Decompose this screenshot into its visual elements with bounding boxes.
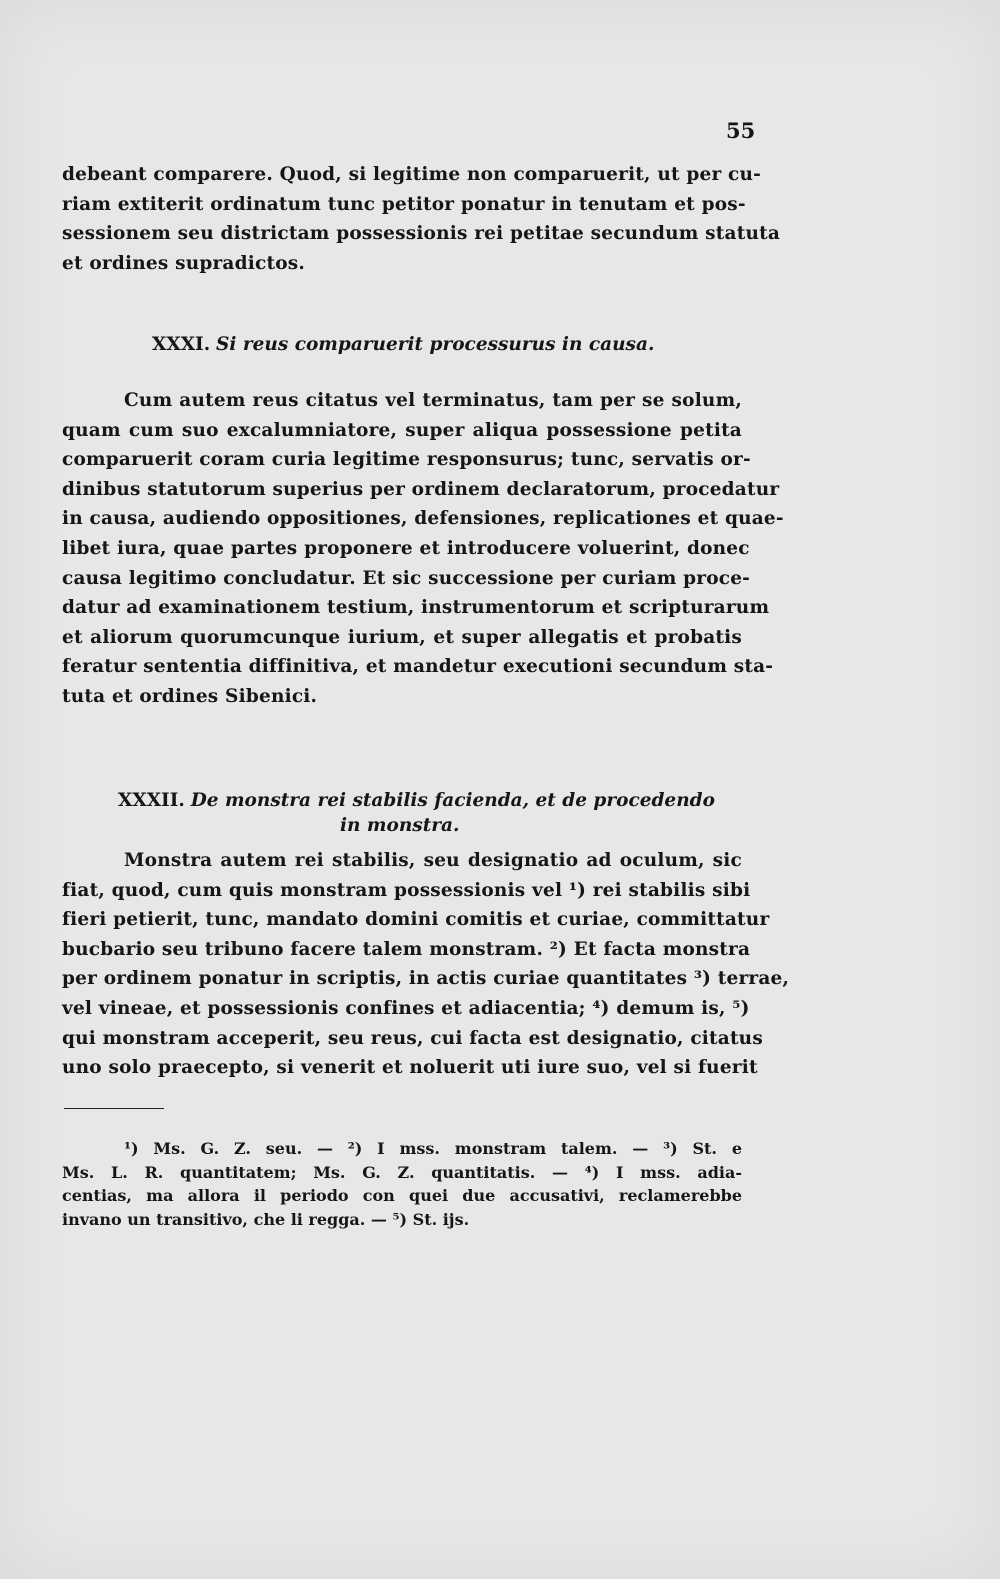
text-line: datur ad examinationem testium, instrumentorum et scripturarum [62, 597, 770, 619]
footnotes [62, 1137, 742, 1231]
text-line: Monstra autem rei stabilis, seu designatio ad oculum, sic [124, 850, 742, 871]
paragraph-xxxi [62, 386, 784, 712]
paragraph-xxxii [62, 846, 790, 1083]
text-line: qui monstram acceperit, seu reus, cui facta est designatio, citatus [62, 1027, 763, 1049]
section-heading-xxxii [118, 790, 715, 811]
text-line: debeant comparere. Quod, si legitime non comparuerit, ut per cu- [62, 164, 762, 185]
text-line: per ordinem ponatur in scriptis, in actis curiae quantitates ³) terrae, [62, 968, 790, 990]
text-line: et ordines supradictos. [62, 252, 305, 274]
text-line: Cum autem reus citatus vel terminatus, tam per se solum, [124, 390, 742, 411]
footnote-line: Ms. L. R. quantitatem; Ms. G. Z. quantitatis. — ⁴) I mss. adia- [62, 1162, 742, 1182]
text-line: fieri petierit, tunc, mandato domini comitis et curiae, committatur [62, 909, 770, 931]
paragraph-continuation [62, 160, 781, 278]
section-number: XXXI. [152, 334, 211, 355]
text-line: bucbario seu tribuno facere talem monstram. ²) Et facta monstra [62, 938, 751, 960]
text-line: riam extiterit ordinatum tunc petitor ponatur in tenutam et pos- [62, 193, 746, 215]
page-number: 55 [726, 118, 756, 143]
text-line: tuta et ordines Sibenici. [62, 685, 318, 707]
text-line: et aliorum quorumcunque iurium, et super allegatis et probatis [62, 626, 742, 648]
text-line: in causa, audiendo oppositiones, defensiones, replicationes et quae- [62, 508, 784, 530]
footnote-divider [64, 1108, 164, 1109]
section-title-continuation: in monstra. [340, 815, 460, 836]
text-line: causa legitimo concludatur. Et sic successione per curiam proce- [62, 567, 751, 589]
text-line: comparuerit coram curia legitime responsurus; tunc, servatis or- [62, 449, 751, 471]
footnote-line: ¹) Ms. G. Z. seu. — ²) I mss. monstram talem. — ³) St. e [124, 1139, 742, 1158]
text-line: libet iura, quae partes proponere et introducere voluerint, donec [62, 537, 750, 559]
section-number: XXXII. [118, 790, 185, 811]
text-line: uno solo praecepto, si venerit et noluerit uti iure suo, vel si fuerit [62, 1057, 758, 1079]
section-title: De monstra rei stabilis facienda, et de procedendo [190, 790, 715, 811]
text-line: sessionem seu districtam possessionis rei petitae secundum statuta [62, 223, 781, 245]
footnote-line: invano un transitivo, che li regga. — ⁵) St. ijs. [62, 1209, 470, 1229]
section-title: Si reus comparuerit processurus in causa. [216, 334, 655, 355]
text-line: vel vineae, et possessionis confines et adiacentia; ⁴) demum is, ⁵) [62, 997, 750, 1019]
section-heading-xxxi [152, 334, 654, 355]
footnote-line: centias, ma allora il periodo con quei due accusativi, reclamerebbe [62, 1186, 742, 1205]
text-line: quam cum suo excalumniatore, super aliqua possessione petita [62, 419, 742, 441]
text-line: fiat, quod, cum quis monstram possessionis vel ¹) rei stabilis sibi [62, 879, 751, 901]
text-line: dinibus statutorum superius per ordinem declaratorum, procedatur [62, 478, 780, 500]
text-line: feratur sententia diffinitiva, et mandetur executioni secundum sta- [62, 656, 774, 678]
